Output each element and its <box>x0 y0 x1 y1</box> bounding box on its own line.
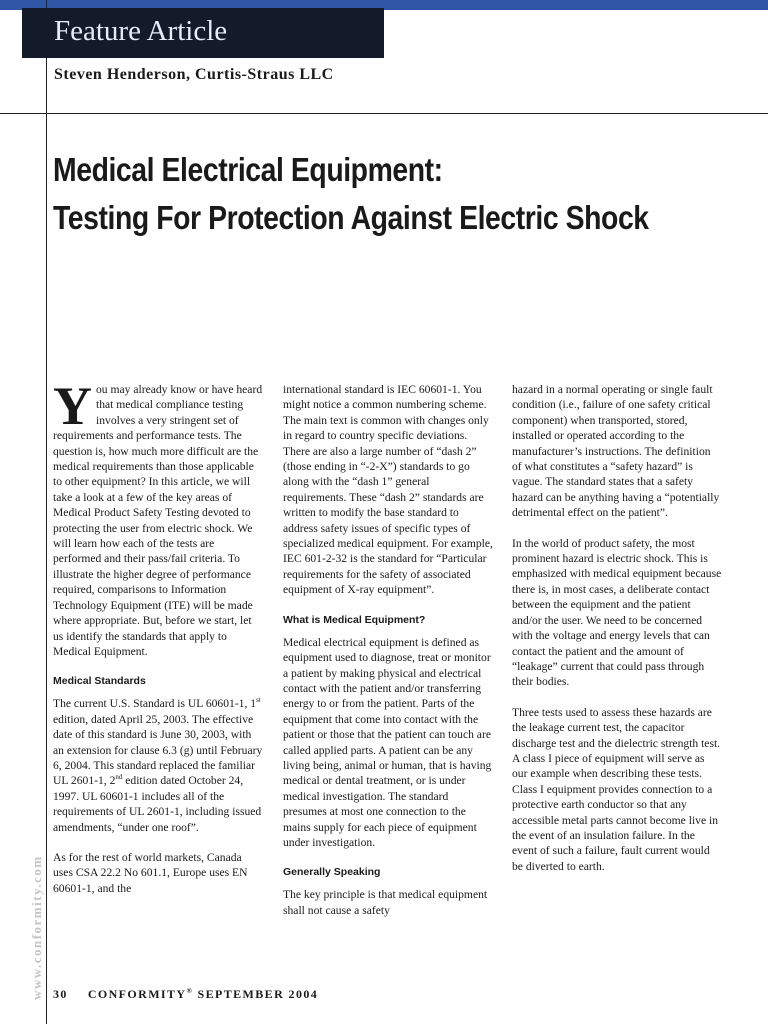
magazine-name: CONFORMITY <box>87 987 187 1001</box>
heading-generally-speaking: Generally Speaking <box>283 866 381 879</box>
title-line-1: Medical Electrical Equipment: <box>53 151 443 188</box>
website-url: www.conformity.com <box>29 855 44 1000</box>
intro-paragraph: You may already know or have heard that medical compliance testing involves a very stringent set of requirements and performance tests. The question is, how much more difficult are the medical requirements than those applicable to other equipment? In this article, we will take a look at a few of the key areas of Medical Product Safety Testing devoted to protecting the user from electric shock. We will learn how each of the tests are performed and their pass/fail criteria. To illustrate the higher degree of performance required, comparisons to Information Technology Equipment (ITE) will be made where appropriate. But, before we start, let us identify the standards that apply to Medical Equipment. <box>53 376 263 658</box>
header-rule <box>0 113 768 114</box>
paragraph: hazard in a normal operating or single fault condition (i.e., failure of one safety critical component) when transported, stored, installed or operated according to the manufacturer’s instructions. The definition of what constitutes a “safety hazard” is vague. The standard states that a safety hazard can be anything having a “potentially detrimental effect on the patient”. <box>512 383 720 520</box>
paragraph: In the world of product safety, the most prominent hazard is electric shock. This is emphasized with medical equipment because there is, in most cases, a deliberate contact between the equipment and the patient and/or the user. We need to be concerned with the voltage and energy levels that can contact the patient and the amount of “leakage” current that could pass through their bodies. <box>512 536 722 689</box>
article-title <box>53 146 655 242</box>
title-line-2: Testing For Protection Against Electric Shock <box>53 199 649 236</box>
text-column-2 <box>283 382 493 933</box>
feature-article-label: Feature Article <box>22 8 384 58</box>
left-rule <box>46 0 47 1024</box>
text-column-1 <box>53 376 263 911</box>
paragraph: As for the rest of world markets, Canada uses CSA 22.2 No 601.1, Europe uses EN 60601-1, and the <box>53 850 248 895</box>
author-byline: Steven Henderson, Curtis-Straus LLC <box>54 66 334 83</box>
registered-mark: ® <box>186 987 194 995</box>
heading-what-is-medical-equipment: What is Medical Equipment? <box>283 613 426 626</box>
heading-medical-standards: Medical Standards <box>53 675 146 688</box>
paragraph: Medical electrical equipment is defined as equipment used to diagnose, treat or monitor a patient by making physical and electrical contact with the patient and/or transferring energy to or from the patient. Parts of the equipment that come into contact with the patient or those that the patient can touch are called applied parts. A patient can be any living being, animal or human, that is having medical or dental treatment, or is under medical investigation. The standard presumes at most one connection to the mains supply for each piece of equipment under investigation. <box>283 635 492 849</box>
paragraph: The key principle is that medical equipment shall not cause a safety <box>283 888 488 917</box>
issue-date: SEPTEMBER 2004 <box>193 987 319 1001</box>
paragraph: The current U.S. Standard is UL 60601-1, 1st edition, dated April 25, 2003. The effective date of this standard is June 30, 2003, with an extension for clause 6.3 (g) until February 6, 2004. This standard replaced the familiar UL 2601-1, 2nd edition dated October 24, 1997. UL 60601-1 includes all of the requirements of UL 2601-1, including issued amendments, “under one roof”. <box>53 696 263 834</box>
paragraph: Three tests used to assess these hazards are the leakage current test, the capacitor discharge test and the dielectric strength test. A class I piece of equipment will serve as our example when describing these tests. Class I equipment provides connection to a protective earth conductor so that any accessible metal parts cannot become live in the event of an insulation failure. In the event of such a failure, fault current would be diverted to earth. <box>512 705 721 873</box>
paragraph: international standard is IEC 60601-1. You might notice a common numbering scheme. The main text is common with changes only in regard to country specific deviations. There are also a large number of “dash 2” (those ending in “-2-X”) standards to go along with the “dash 1” general requirements. These “dash 2” standards are written to modify the base standard to address safety issues of specific types of specialized medical equipment. For example, IEC 601-2-32 is the standard for “Particular requirements for the safety of associated equipment of X-ray equipment”. <box>283 383 493 597</box>
page-number: 30 <box>53 987 68 1001</box>
drop-cap: Y <box>53 376 92 436</box>
page-footer <box>53 987 318 1002</box>
text-column-3 <box>512 382 722 889</box>
